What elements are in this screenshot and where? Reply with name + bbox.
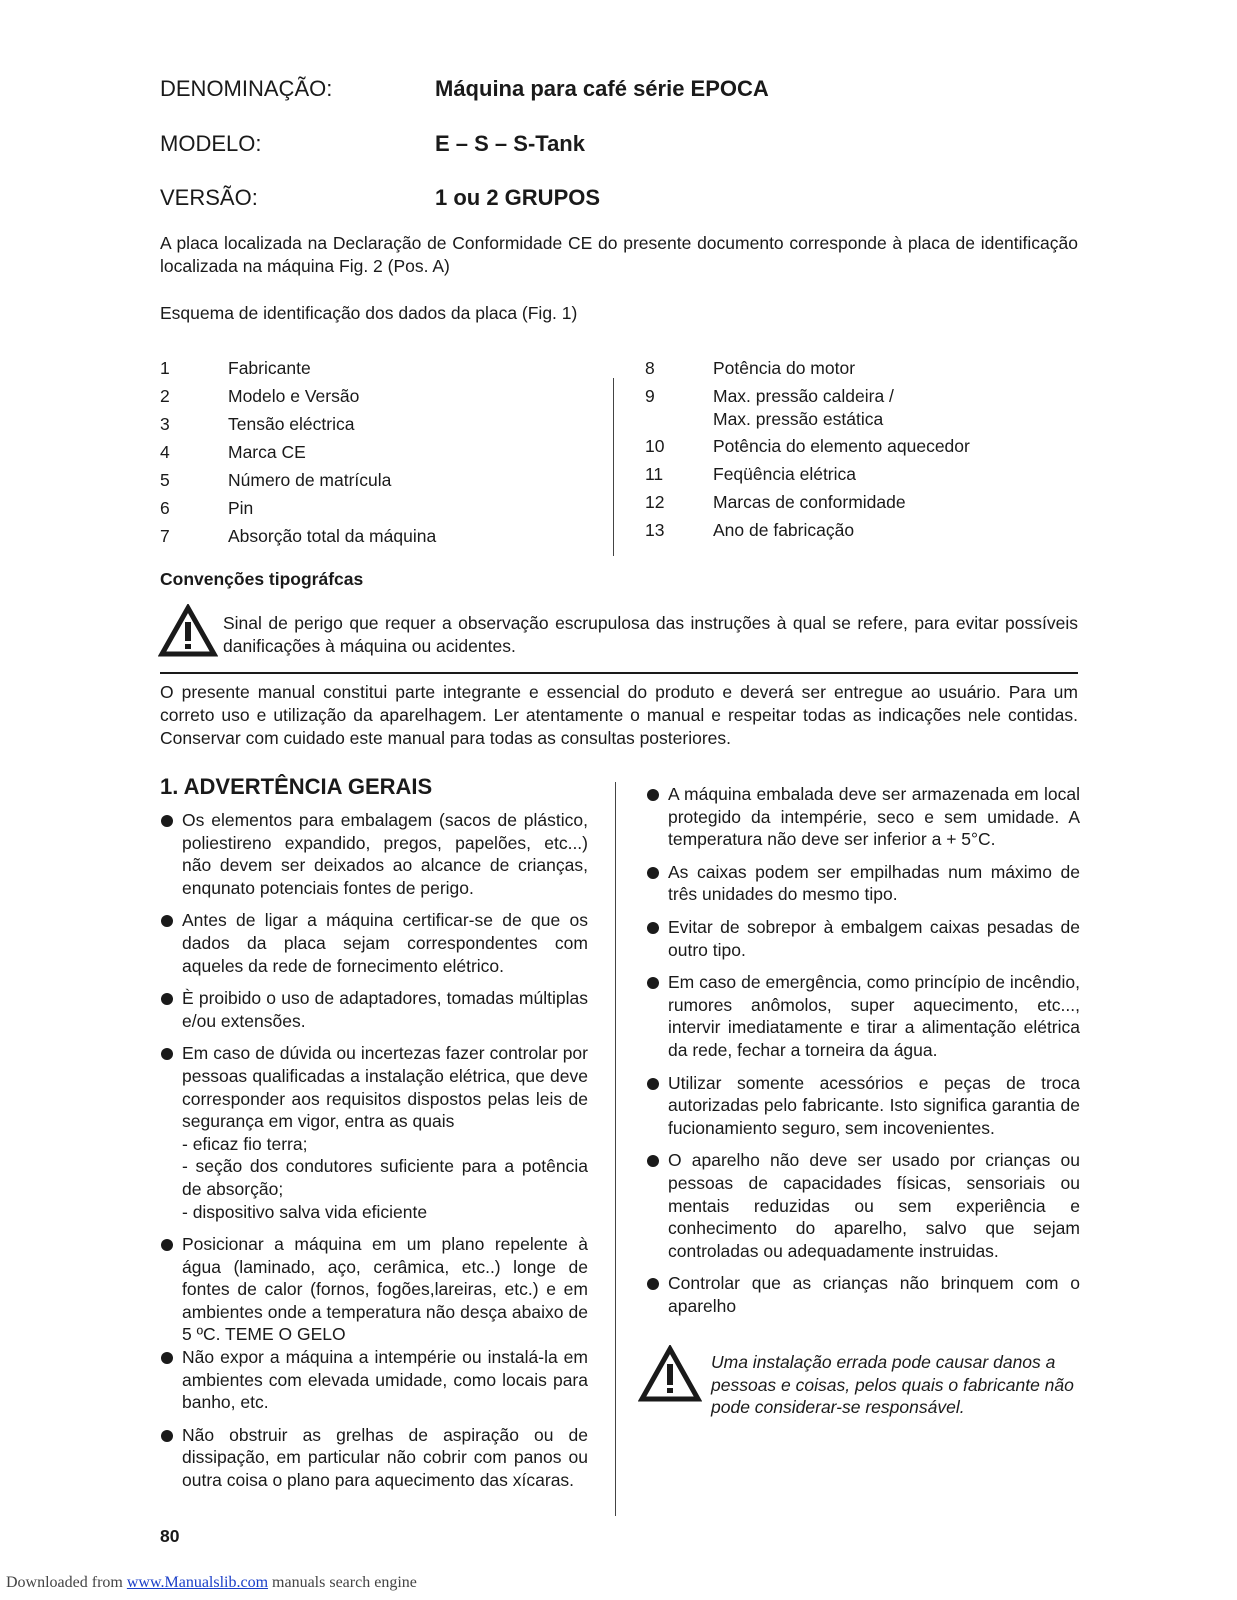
item-number: 8 [645, 358, 655, 378]
plate-items-right [645, 354, 1085, 544]
item-text: Modelo e Versão [228, 386, 360, 406]
danger-sign-text: Sinal de perigo que requer a observação escrupulosa das instruções à qual se refere, para evitar possíveis danificações à máquina ou acidentes. [223, 613, 1078, 656]
modelo-value: E – S – S-Tank [435, 131, 585, 156]
denominacao-label: DENOMINAÇÃO: [160, 76, 333, 101]
list-item [160, 354, 600, 382]
scheme-caption: Esquema de identificação dos dados da placa (Fig. 1) [160, 303, 578, 323]
item-number: 5 [160, 470, 170, 490]
item-number: 11 [645, 464, 664, 484]
list-item [645, 382, 1085, 432]
item-text: Potência do elemento aquecedor [713, 436, 970, 456]
list-item [160, 382, 600, 410]
intro-paragraph: A placa localizada na Declaração de Conformidade CE do presente documento corresponde à placa de identificação localizada na máquina Fig. 2 (Pos. A) [160, 233, 1078, 276]
item-text: Marca CE [228, 442, 306, 462]
list-item [160, 410, 600, 438]
bullet-text: Em caso de dúvida ou incertezas fazer controlar por pessoas qualificadas a instalação elétrica, que deve corresponder aos requisitos dispostos pelas leis de segurança em vigor, entra as quais [182, 1043, 588, 1132]
bullet-item: Antes de ligar a máquina certificar-se de que os dados da placa sejam correspondentes com aqueles da rede de fornecimento elétrico. [160, 909, 588, 977]
item-number: 4 [160, 442, 170, 462]
list-item [645, 488, 1085, 516]
bullet-item: Em caso de emergência, como princípio de incêndio, rumores anômolos, super aquecimento, etc..., intervir imediatamente e tirar a alimentação elétrica da rede, fechar a torneira da água. [646, 971, 1080, 1061]
item-number: 13 [645, 520, 665, 540]
item-text: Pin [228, 498, 254, 518]
warning-triangle-icon [158, 604, 218, 658]
item-text: Fabricante [228, 358, 311, 378]
item-number: 10 [645, 436, 665, 456]
column-divider [615, 782, 616, 1516]
list-item [645, 432, 1085, 460]
bullet-item: Os elementos para embalagem (sacos de plástico, poliestireno expandido, pregos, papelões, etc...) não devem ser deixados ao alcance de crianças, enqunato potenciais fontes de perigo. [160, 809, 588, 899]
bullet-item: A máquina embalada deve ser armazenada em local protegido da intempérie, seco e sem umidade. A temperatura não deve ser inferior a + 5°C. [646, 783, 1080, 851]
item-text-line: Max. pressão estática [713, 409, 884, 429]
item-text: Marcas de conformidade [713, 492, 906, 512]
list-divider [613, 378, 614, 556]
versao-label: VERSÃO: [160, 185, 258, 210]
left-bullet-list [160, 809, 588, 1502]
item-number: 12 [645, 492, 665, 512]
bullet-item: Não obstruir as grelhas de aspiração ou de dissipação, em particular não cobrir com panos ou outra coisa o plano para aquecimento das xícaras. [160, 1424, 588, 1492]
item-number: 9 [645, 386, 655, 406]
section-divider [160, 672, 1078, 674]
list-item [645, 460, 1085, 488]
manual-paragraph: O presente manual constitui parte integrante e essencial do produto e deverá ser entregue ao usuário. Para um correto uso e utilização da aparelhagem. Ler atentamente o manual e respeitar todas as indicações nele contidas. Conservar com cuidado este manual para todas as consultas posteriores. [160, 682, 1078, 748]
bullet-item: Controlar que as crianças não brinquem com o aparelho [646, 1272, 1080, 1317]
list-item [160, 522, 600, 550]
bullet-subline: - seção dos condutores suficiente para a potência de absorção; [182, 1156, 588, 1199]
installation-warning-text: Uma instalação errada pode causar danos a pessoas e coisas, pelos quais o fabricante não pode considerar-se responsável. [711, 1352, 1074, 1418]
footer-prefix: Downloaded from [6, 1574, 127, 1591]
item-text: Feqüência elétrica [713, 464, 856, 484]
versao-value: 1 ou 2 GRUPOS [435, 185, 601, 210]
item-number: 7 [160, 526, 170, 546]
item-number: 6 [160, 498, 170, 518]
bullet-item: È proibido o uso de adaptadores, tomadas múltiplas e/ou extensões. [160, 987, 588, 1032]
section-title: 1. ADVERTÊNCIA GERAIS [160, 774, 433, 799]
bullet-subline: - dispositivo salva vida eficiente [182, 1201, 428, 1222]
denominacao-value: Máquina para café série EPOCA [435, 76, 769, 101]
page-number: 80 [160, 1526, 180, 1546]
item-text: Número de matrícula [228, 470, 392, 490]
list-item [160, 438, 600, 466]
item-number: 2 [160, 386, 170, 406]
bullet-subline: - eficaz fio terra; [182, 1133, 308, 1154]
bullet-item: Evitar de sobrepor à embalgem caixas pesadas de outro tipo. [646, 916, 1080, 961]
right-bullet-list [646, 783, 1080, 1327]
list-item [645, 516, 1085, 544]
item-text: Absorção total da máquina [228, 526, 437, 546]
bullet-item: Posicionar a máquina em um plano repelente à água (laminado, aço, cerâmica, etc..) longe de fontes de calor (fornos, fogões,lareiras, etc.) e em ambientes onde a temperatura não desça abaixo de 5 ºC. TEME O GELO [160, 1233, 588, 1346]
bullet-item: Não expor a máquina a intempérie ou instalá-la em ambientes com elevada umidade, como locais para banho, etc. [160, 1346, 588, 1414]
bullet-item: O aparelho não deve ser usado por crianças ou pessoas de capacidades físicas, sensoriais ou mentais reduzidas ou sem experiência e conhecimento do aparelho, salvo que sejam controladas ou adequadamente instruidas. [646, 1149, 1080, 1262]
footer-suffix: manuals search engine [268, 1574, 417, 1591]
list-item [160, 466, 600, 494]
conventions-heading: Convenções tipográfcas [160, 569, 364, 589]
item-text: Tensão eléctrica [228, 414, 355, 434]
modelo-label: MODELO: [160, 131, 262, 156]
download-footer [6, 1574, 417, 1592]
item-text: Potência do motor [713, 358, 856, 378]
item-text: Ano de fabricação [713, 520, 855, 540]
list-item [645, 354, 1085, 382]
item-number: 1 [160, 358, 170, 378]
plate-items-left [160, 354, 600, 550]
list-item [160, 494, 600, 522]
warning-triangle-icon [638, 1345, 702, 1403]
bullet-item: Utilizar somente acessórios e peças de troca autorizadas pelo fabricante. Isto significa garantia de fucionamiento seguro, sem incovenientes. [646, 1072, 1080, 1140]
bullet-item [160, 1042, 588, 1223]
item-text [713, 385, 894, 431]
item-number: 3 [160, 414, 170, 434]
bullet-item: As caixas podem ser empilhadas num máximo de três unidades do mesmo tipo. [646, 861, 1080, 906]
manualslib-link[interactable]: www.Manualslib.com [126, 1574, 269, 1591]
item-text-line: Max. pressão caldeira / [713, 386, 894, 406]
